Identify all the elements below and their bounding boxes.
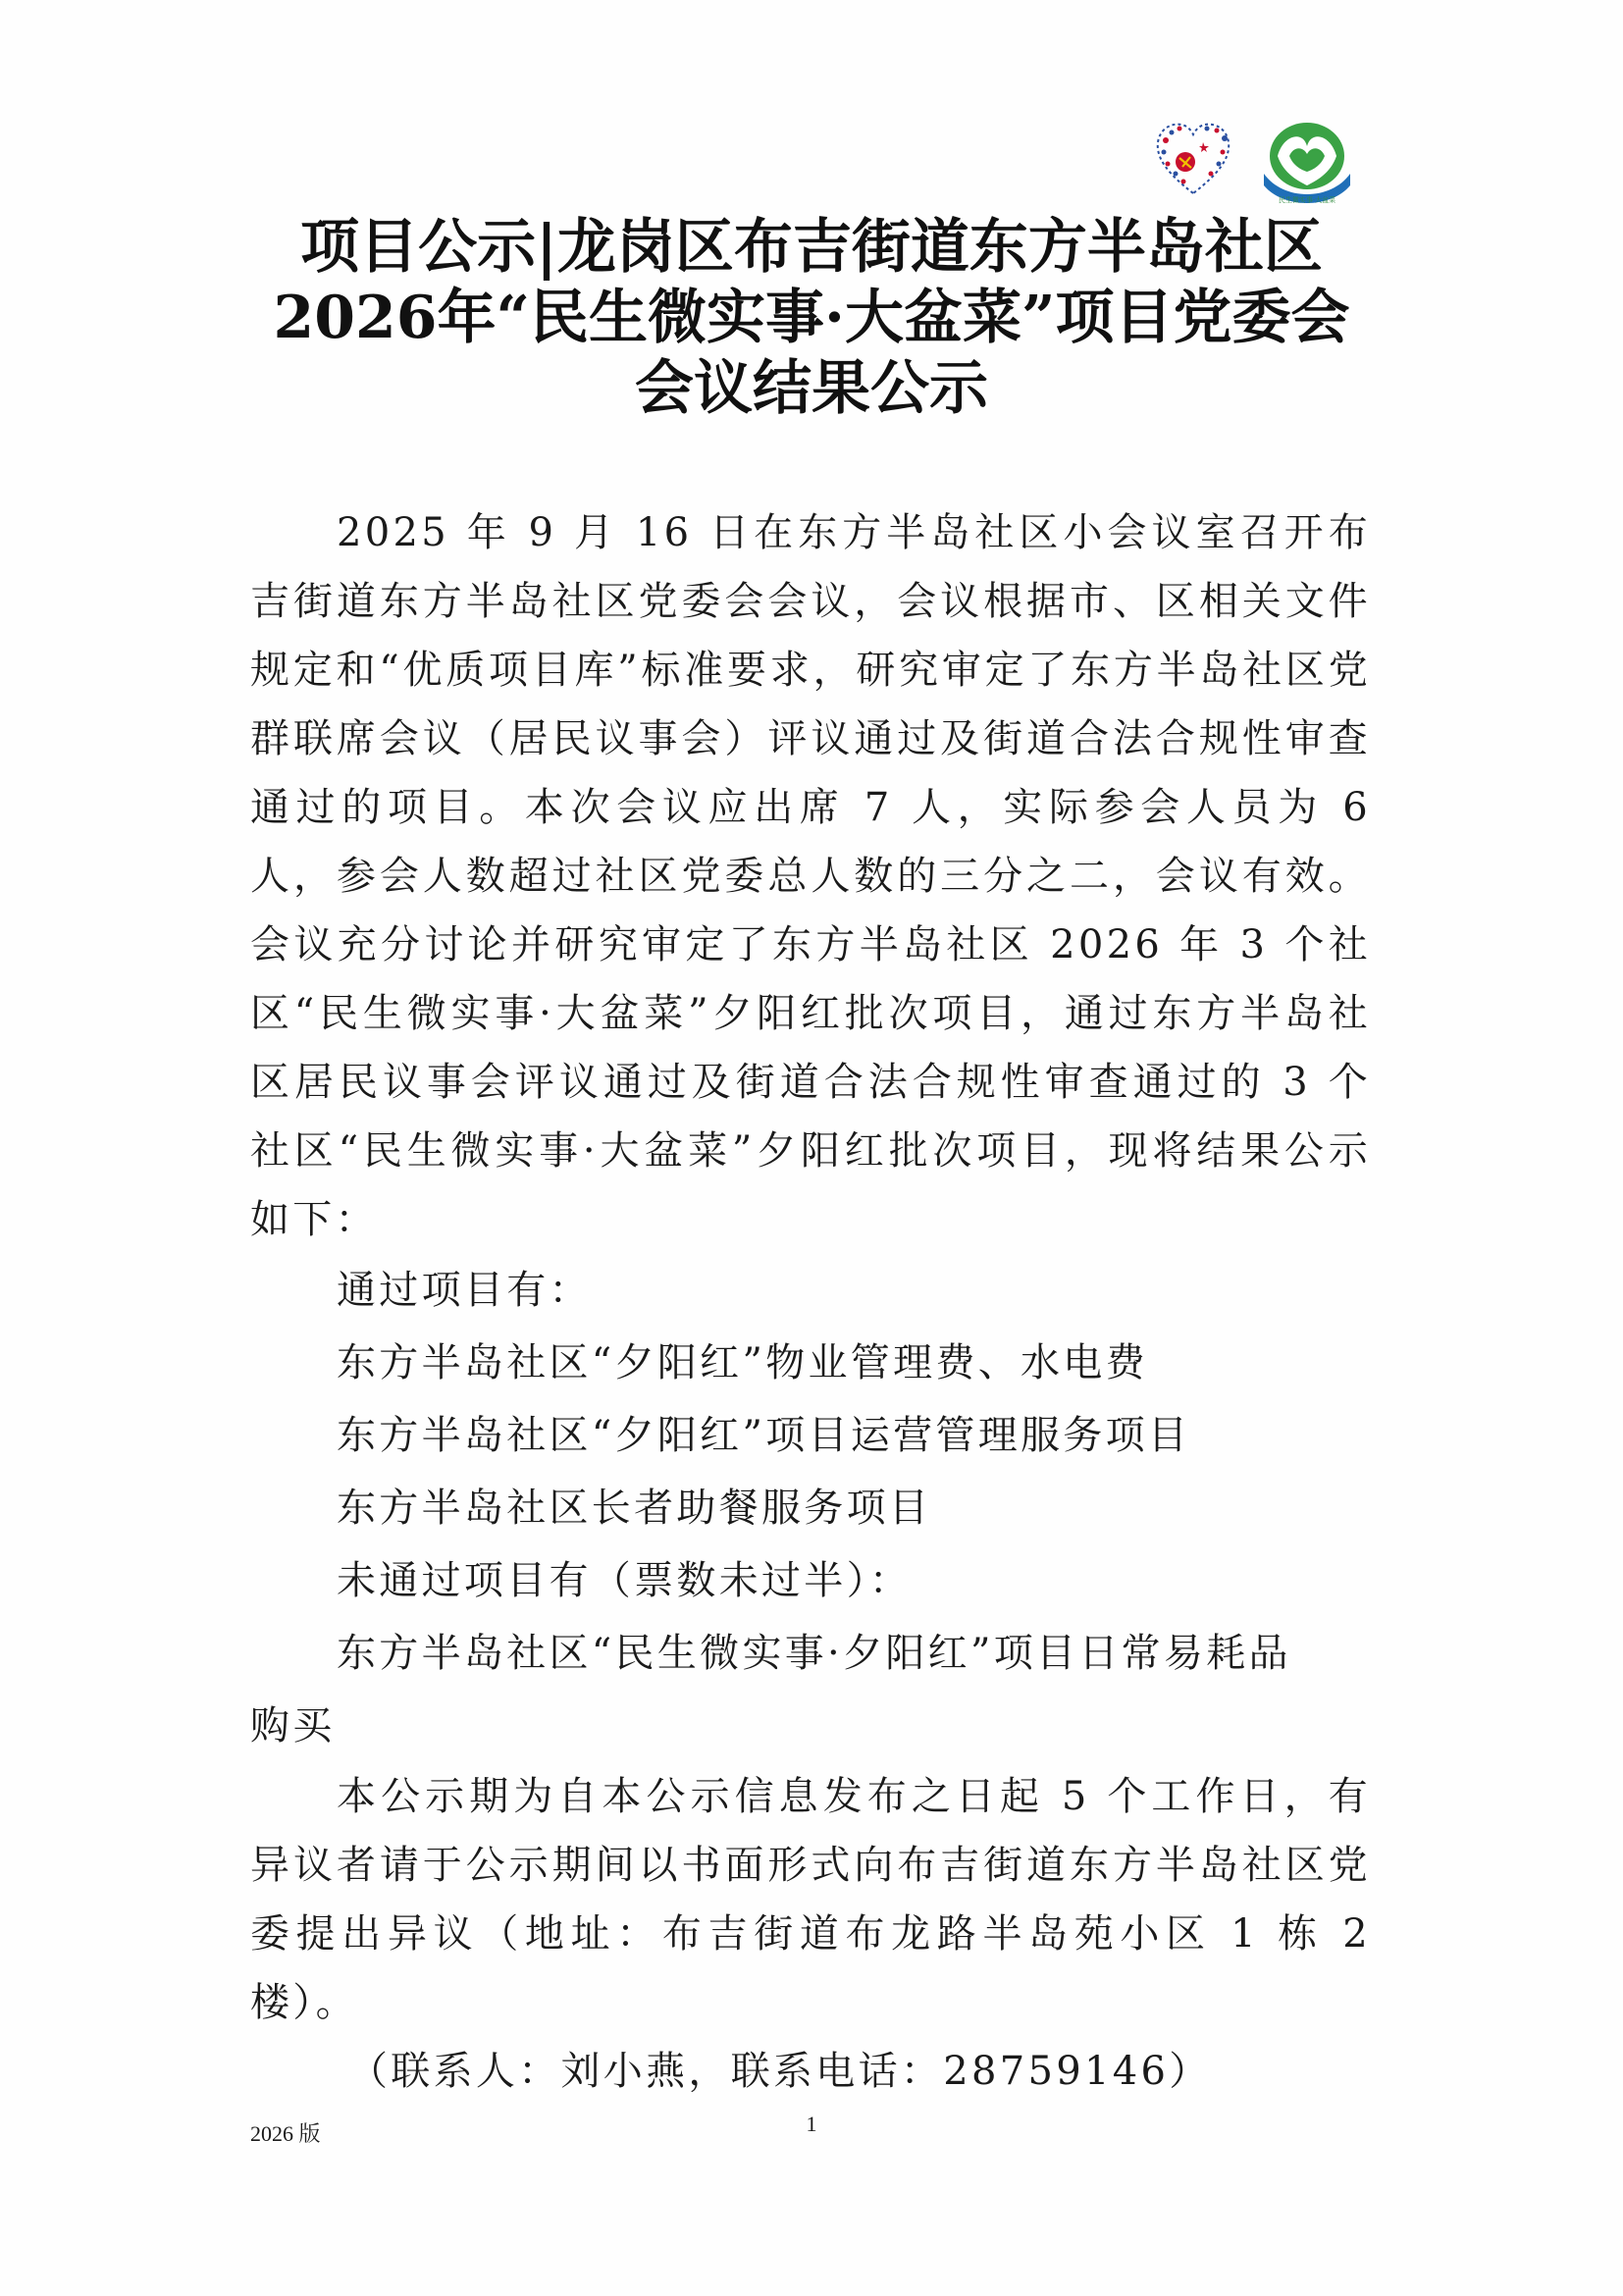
passed-item-3: 东方半岛社区长者助餐服务项目 [337, 1486, 932, 1531]
passed-item-2: 东方半岛社区“夕阳红”项目运营管理服务项目 [337, 1413, 1191, 1458]
title-line-1: 项目公示|龙岗区布吉街道东方半岛社区 [300, 213, 1323, 282]
badge-caption: 民生微实事·大盆菜 [1278, 196, 1336, 204]
failed-heading: 未通过项目有（票数未过半）： [337, 1558, 913, 1603]
header-logos [1148, 113, 1364, 211]
main-paragraph: 2025 年 9 月 16 日在东方半岛社区小会议室召开布吉街道东方半岛社区党委会会议，会议根据市、区相关文件规定和“优质项目库”标准要求，研究审定了东方半岛社区党群联席会议（居民议事会）评议通过及街道合法合规性审查通过的项目。本次会议应出席 7 人，实际参会人员为 6 人，参会人数超过社区党委总人数的三分之二，会议有效。会议充分讨论并研究审定了东方半岛社区 2026 年 3 个社区“民生微实事·大盆菜”夕阳红批次项目，通过东方半岛社区居民议事会评议通过及街道合法合规性审查通过的 3 个社区“民生微实事·大盆菜”夕阳红批次项目，现将结果公示如下： [250, 510, 1371, 1242]
contact-info: （联系人：刘小燕，联系电话：28759146） [348, 2049, 1212, 2094]
page-number: 1 [806, 2112, 817, 2136]
document-title [177, 212, 1446, 424]
failed-item-line-2: 购买 [250, 1703, 336, 1748]
notice-paragraph: 本公示期为自本公示信息发布之日起 5 个工作日，有异议者请于公示期间以书面形式向布吉街道东方半岛社区党委提出异议（地址：布吉街道布龙路半岛苑小区 1 栋 2 楼）。 [250, 1774, 1371, 2025]
passed-item-1: 东方半岛社区“夕阳红”物业管理费、水电费 [337, 1340, 1148, 1385]
title-line-2: 2026年“民生微实事·大盆菜”项目党委会 [273, 284, 1350, 352]
document-body [250, 498, 1371, 2106]
party-heart-logo-icon [1148, 113, 1238, 203]
title-line-3: 会议结果公示 [635, 354, 988, 423]
footer-version: 2026 版 [250, 2121, 321, 2146]
passed-heading: 通过项目有： [337, 1268, 592, 1313]
failed-item-line-1: 东方半岛社区“民生微实事·夕阳红”项目日常易耗品 [337, 1631, 1291, 1676]
